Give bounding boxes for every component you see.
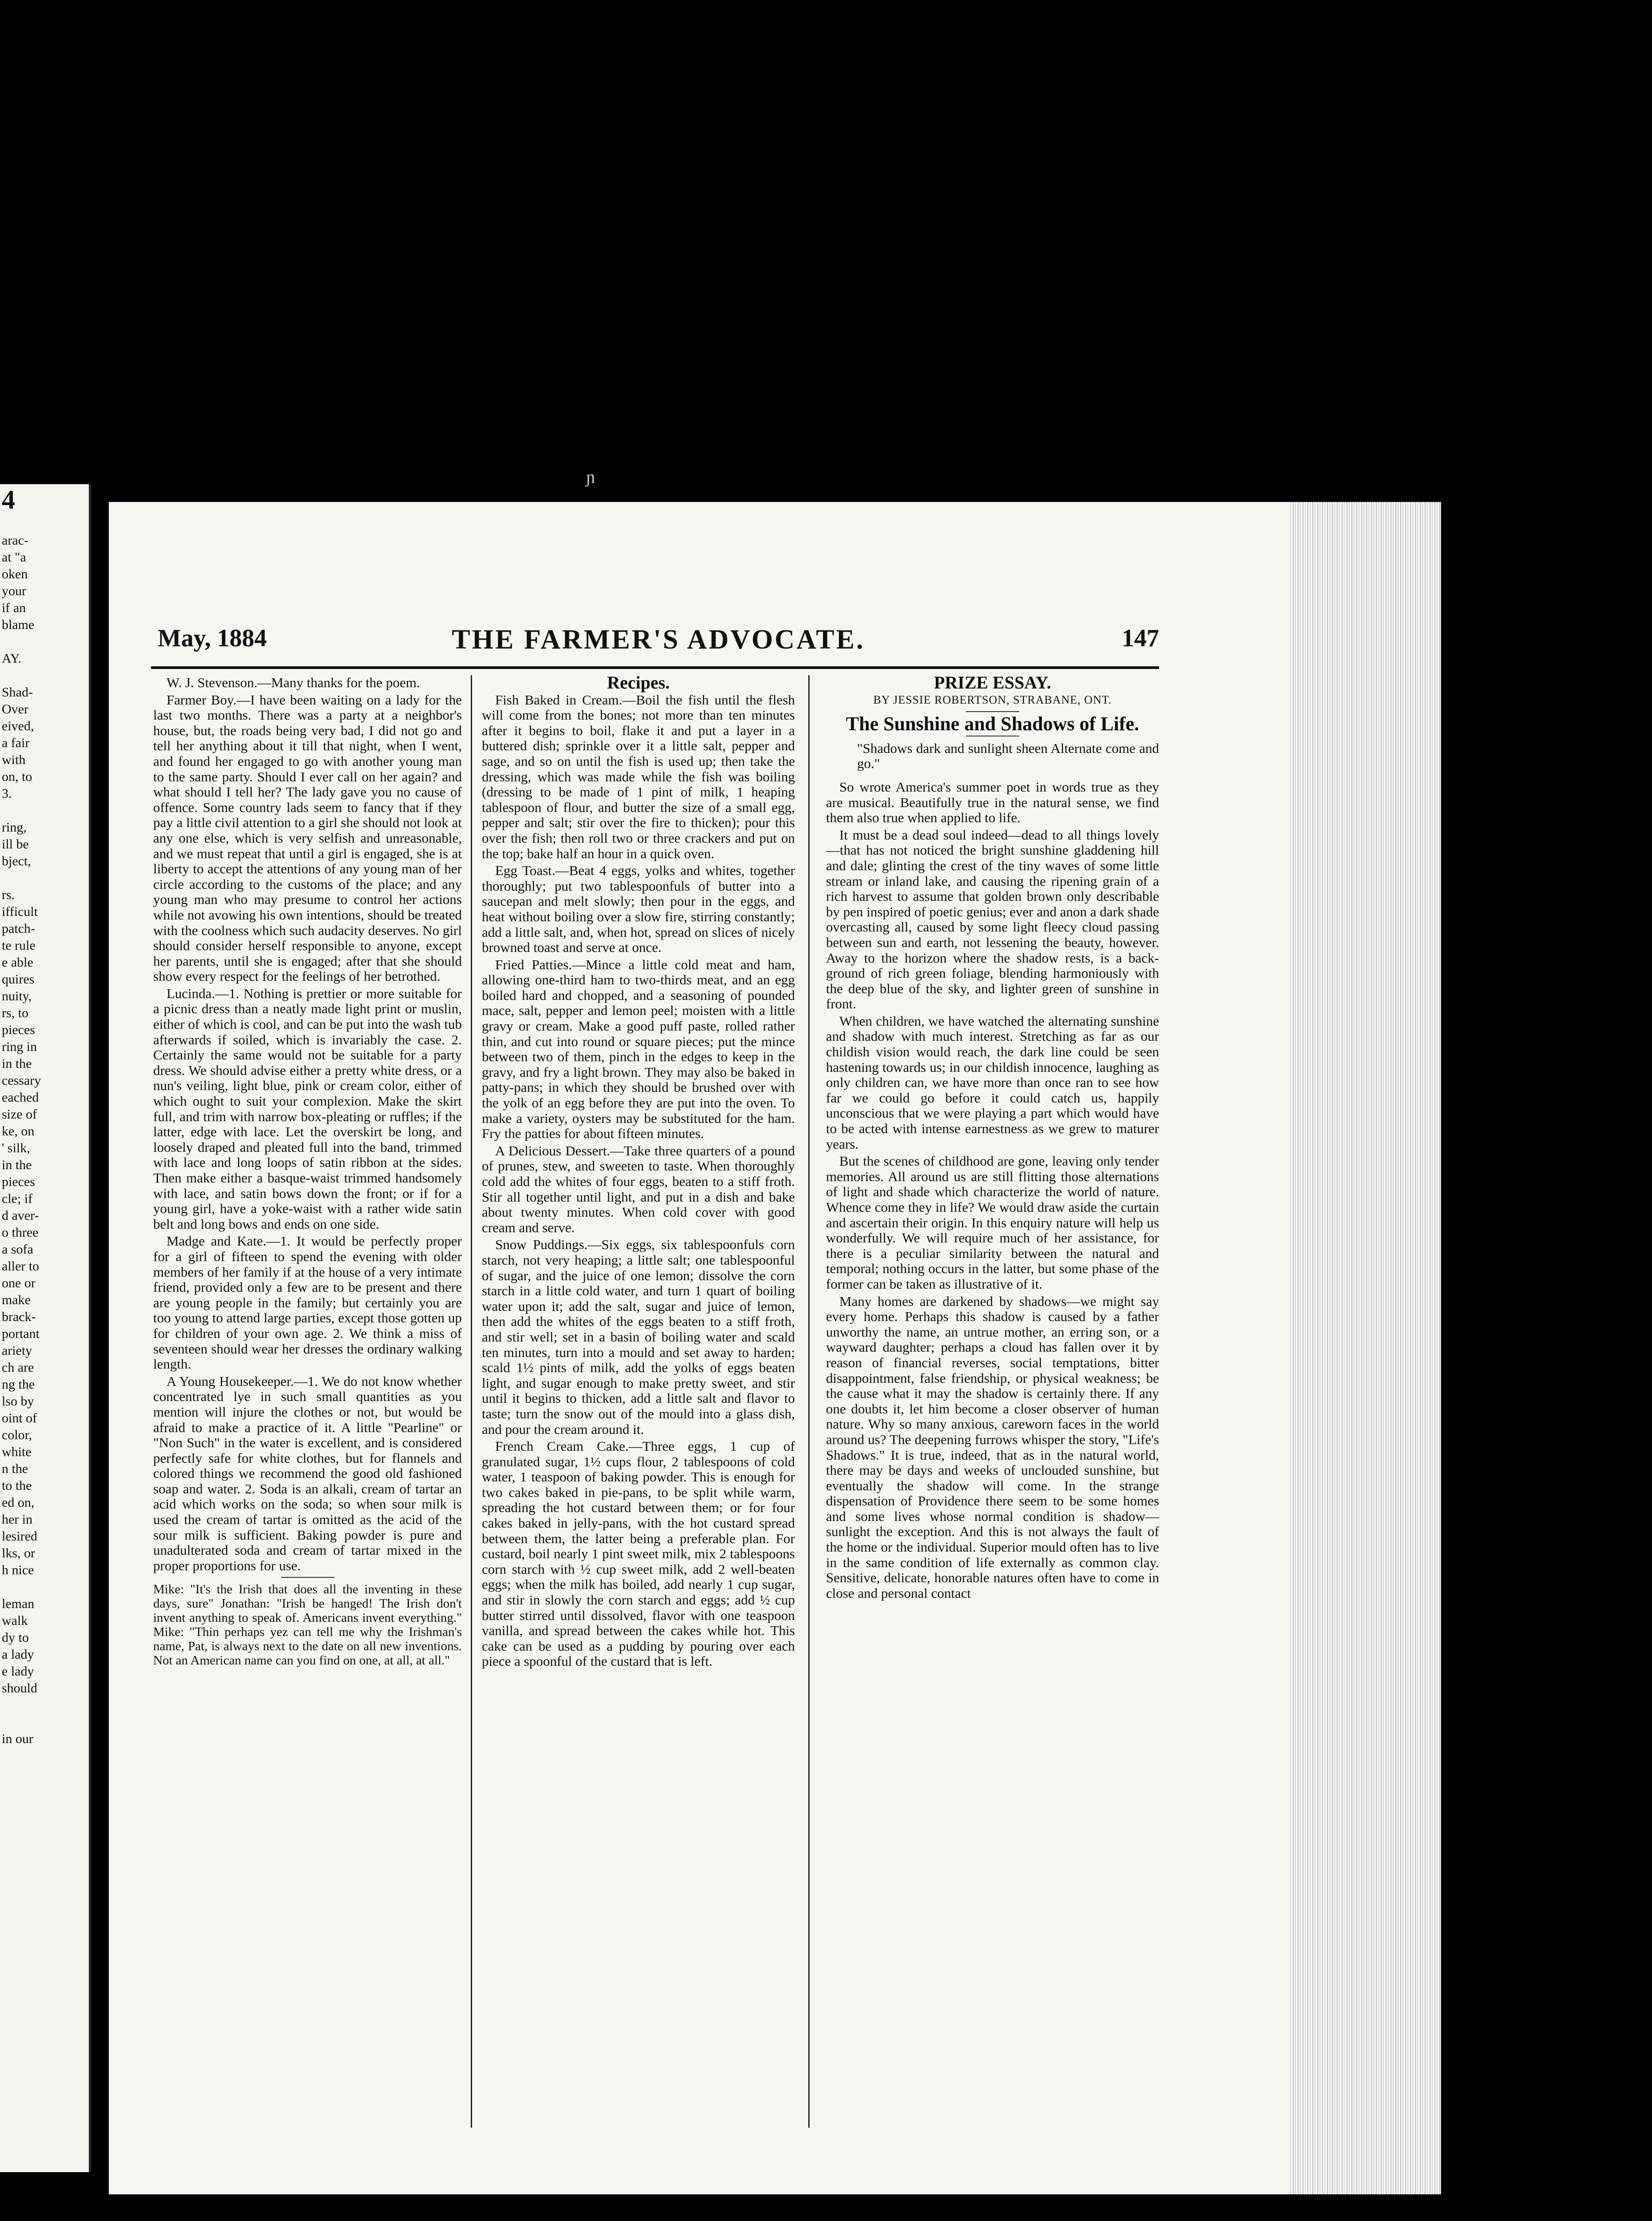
left-page-text-fragment: nuity,: [2, 989, 32, 1003]
left-page-text-fragment: Over: [2, 702, 28, 716]
left-page-text-fragment: a fair: [2, 736, 30, 750]
left-page-text-fragment: ariety: [2, 1343, 32, 1358]
left-page-text-fragment: n the: [2, 1461, 28, 1476]
recipe-snow-puddings: Snow Puddings.—Six eggs, six tablespoonfuls corn starch, not very heaping; a little salt; one tablespoonful of sugar, and the juice of one lemon; dissolve the corn starch in a little cold water, and turn 1 quart of boiling water upon it; add the salt, sugar and juice of lemon, then add the whites of the eggs beaten to a stiff froth, and stir well; set in a basin of boiling water and scald ten minutes, turn into a mould and set away to harden; scald 1½ pints of milk, add the yolks of eggs beaten light, and sugar enough to make pretty sweet, and stir until it begins to thicken, add a little salt and flavor to taste; turn the snow out of the mould into a glass dish, and pour the cream around it.: [482, 1237, 795, 1437]
essay-paragraph: It must be a dead soul indeed—dead to all things lovely—that has not noticed the bright sunshine gladdening hill and dale; glinting the crest of the tiny waves of some little stream or inland lake, and causing the ripening grain of a rich harvest to assume that golden brown only describable by pen inspired of poetic genius; ever and anon a dark shade overcasting all, caused by some light fleecy cloud passing between sun and earth, not lessening the beauty, however. Away to the horizon where the shadow rests, is a back-ground of rich green foliage, blending harmoniously with the deep blue of the sky, and lighter green of sunshine in front.: [826, 827, 1159, 1012]
left-page-text-fragment: ifficult: [2, 904, 38, 919]
issue-date: May, 1884: [158, 625, 267, 652]
left-page-text-fragment: arac-: [2, 533, 28, 548]
left-page-text-fragment: [0, 1579, 89, 1596]
left-page-text-fragment: rs, to: [2, 1006, 28, 1020]
left-page-text-fragment: o three: [2, 1225, 39, 1240]
left-page-text-fragment: d aver-: [2, 1208, 39, 1223]
left-page-text-fragment: brack-: [2, 1310, 36, 1324]
left-page-text-fragment: with: [2, 752, 26, 767]
column-divider: [808, 675, 810, 2128]
left-page-text-fragment: [0, 1714, 89, 1731]
left-page-text-fragment: [0, 667, 89, 684]
essay-paragraph: When children, we have watched the alternating sunshine and shadow with much interest. Stretching as far as our childish vision would reach, the dark line could be seen hastening towards us; in our childish innocence, laughing as only children can, we have more than once ran to see how far we could go before it could catch us, happily unconscious that we were playing a part which would have to be acted with intense earnestness as we grew to maturer years.: [826, 1013, 1159, 1152]
left-page-text-fragment: dy to: [2, 1630, 29, 1645]
left-page-text-fragment: patch-: [2, 921, 35, 936]
left-page-text-fragment: a lady: [2, 1647, 34, 1662]
left-page-text-fragment: her in: [2, 1512, 33, 1527]
left-page-text-fragment: ring,: [2, 820, 27, 835]
essay-title: The Sunshine and Shadows of Life.: [846, 713, 1140, 735]
left-page-text-fragment: ng the: [2, 1377, 35, 1392]
recipe-egg-toast: Egg Toast.—Beat 4 eggs, yolks and whites, together thoroughly; put two tablespoonfuls of butter into a saucepan and melt slowly; then pour in the eggs, and heat without boiling over a slow fire, stirring constantly; add a little salt, and, when hot, spread on slices of nicely browned toast and serve at once.: [482, 863, 795, 955]
column-divider: [471, 675, 472, 2128]
left-page-text-fragment: ed on,: [2, 1495, 35, 1510]
anecdote-block: [153, 1582, 462, 1668]
recipes-column: [482, 675, 795, 1671]
essay-epigraph: "Shadows dark and sunlight sheen Alternate come and go.": [857, 740, 1159, 772]
left-page-text-fragment: ring in: [2, 1039, 37, 1054]
left-page-text-fragment: a sofa: [2, 1242, 33, 1257]
left-page-text-fragment: walk: [2, 1613, 28, 1628]
left-page-text-fragment: should: [2, 1681, 38, 1696]
recipe-fried-patties: Fried Patties.—Mince a little cold meat and ham, allowing one-third ham to two-thirds meat, and an egg boiled hard and chopped, and a seasoning of pounded mace, salt, pepper and lemon peel; moisten with a little gravy or cream. Make a good puff paste, rolled rather thin, and cut into round or square pieces; put the mince between two of them, pinch in the edges to keep in the gravy, and fry a light brown. They may also be baked in patty-pans; in which they should be brushed over with the yolk of an egg before they are put into the oven. To make a variety, oysters may be substituted for the ham. Fry the patties for about fifteen minutes.: [482, 956, 795, 1142]
left-page-text-fragment: pieces: [2, 1174, 35, 1189]
left-page-fragment: [0, 484, 91, 2172]
left-page-text-fragment: in the: [2, 1158, 32, 1172]
left-page-text-fragment: rs.: [2, 888, 15, 902]
left-page-text-fragment: oint of: [2, 1411, 37, 1425]
left-page-text-fragment: blame: [2, 617, 35, 632]
left-page-text-fragment: if an: [2, 601, 26, 615]
left-page-text-fragment: at "a: [2, 550, 26, 565]
left-page-text-fragment: leman: [2, 1596, 35, 1611]
answers-column: [153, 675, 462, 1669]
left-page-text-fragment: e lady: [2, 1664, 34, 1679]
left-page-text-fragment: [0, 633, 89, 650]
essay-paragraph: So wrote America's summer poet in words true as they are musical. Beautifully true in the natural sense, we find them also true when applied to life.: [826, 779, 1159, 826]
recipe-fish-baked: Fish Baked in Cream.—Boil the fish until the flesh will come from the bones; not more than ten minutes after it begins to boil, flake it and put a layer in a buttered dish; sprinkle over it a little salt, pepper and sage, and so on until the fish is used up; then take the dressing, which was made while the fish was boiling (dressing to be made of 1 pint of milk, 1 heaping tablespoon of flour, and butter the size of a small egg, pepper and salt; stir over the fire to thicken); pour this over the fish; then roll two or three crackers and put on the top; bake half an hour in a quick oven.: [482, 692, 795, 861]
left-page-text-fragment: [0, 1697, 89, 1714]
left-page-text-fragment: Shad-: [2, 685, 33, 700]
page-edge-stack: [1290, 502, 1441, 2194]
left-page-text-fragment: bject,: [2, 854, 31, 868]
left-page-text-fragment: lks, or: [2, 1546, 35, 1560]
left-page-text-fragment: size of: [2, 1107, 37, 1122]
essay-byline: BY JESSIE ROBERTSON, STRABANE, ONT.: [873, 693, 1112, 706]
left-page-text-fragment: ch are: [2, 1360, 34, 1375]
left-page-text-fragment: in the: [2, 1056, 32, 1071]
left-page-text-fragment: color,: [2, 1428, 32, 1442]
left-page-text-fragment: AY.: [2, 651, 22, 666]
left-page-text-fragment: white: [2, 1445, 32, 1459]
left-page-text-fragment: cessary: [2, 1073, 41, 1088]
left-page-text-fragment: pieces: [2, 1023, 35, 1037]
left-page-text-fragment: [0, 515, 89, 532]
left-page-text-fragment: quires: [2, 972, 35, 987]
left-page-text-fragment: to the: [2, 1478, 32, 1493]
left-page-text-fragment: ' silk,: [2, 1141, 30, 1155]
left-page-text-fragment: eived,: [2, 719, 34, 733]
anecdote-text: Mike: "It's the Irish that does all the inventing in these days, sure" Jonathan: "Irish be hanged! The Irish don't invent anything to speak of. Americans invent everything." Mike: "Thin perhaps yez can tell me why the Irishman's name, Pat, is always next to the date on all new inventions. Not an American name can you find on one, at all, at all.": [153, 1582, 462, 1668]
left-page-text-fragment: oken: [2, 567, 28, 581]
left-page-text-fragment: [0, 802, 89, 819]
answer-stevenson: W. J. Stevenson.—Many thanks for the poem.: [167, 675, 420, 690]
answer-young-housekeeper: A Young Housekeeper.—1. We do not know whether concentrated lye in such small quantities as you mention will injure the clothes or not, but would be afraid to make a practice of it. A little "Pearline" or "Non Such" in the water is excellent, and is considered perfectly safe for white clothes, but for flannels and colored things we recommend the good old fashioned soap and water. 2. Soda is an alkali, cream of tartar an acid which works on the soda; so when sour milk is used the cream of tartar is omitted as the acid of the sour milk is sufficient. Baking powder is pure and unadulterated soda and cream of tartar mixed in the proper proportions for use.: [153, 1373, 462, 1573]
left-page-text-fragment: make: [2, 1293, 31, 1307]
left-page-text-fragment: 4: [2, 485, 15, 514]
left-page-text-fragment: te rule: [2, 938, 36, 953]
answer-lucinda: Lucinda.—1. Nothing is prettier or more suitable for a picnic dress than a neatly made light print or muslin, either of which is cool, and can be put into the wash tub afterwards if soiled, which is invariably the case. 2. Certainly the same would not be suitable for a party dress. We should advise either a pretty white dress, or a nun's veiling, light blue, pink or cream color, either of which ought to suit your complexion. Make the skirt full, and trim with narrow box-pleating or ruffles; if the latter, edge with lace. Let the overskirt be long, and loosely draped and pleated full into the band, trimmed with lace and long loops of satin ribbon at the sides. Then make either a basque-waist trimmed handsomely with lace, and satin bows down the front; or if for a young girl, have a yoke-waist with a rather wide satin belt and long bows and ends on one side.: [153, 985, 462, 1232]
answer-madge-and-kate: Madge and Kate.—1. It would be perfectly proper for a girl of fifteen to spend the evening with older members of her family if at the house of a very intimate friend, provided only a few are to be present and there are young people in the family; but certainly you are too young to attend large parties, except those gotten up for children of your own age. 2. We think a miss of seventeen should wear her dresses the ordinary walking length.: [153, 1233, 462, 1372]
header-rule: [151, 666, 1159, 669]
essay-paragraph: Many homes are darkened by shadows—we might say every home. Perhaps this shadow is caused by a father unworthy the name, an untrue mother, an erring son, or a wayward daughter; perhaps a cloud has fallen over it by reason of financial reverses, social temptations, bitter disappointment, false friendship, or physical weakness; be the cause what it may the shadow is certainly there. If any one doubts it, let him become a closer observer of human nature. Why so many anxious, careworn faces in the world around us? The deepening furrows whisper the story, "Life's Shadows." It is true, indeed, that as in the natural world, there may be days and weeks of unclouded sunshine, but eventually the shadow will come. In the strange dispensation of Providence there seem to be some homes and some lives whose normal condition is shadow—sunlight the exception. And this is not always the fault of the home or the individual. Superior mould often has to live in the same condition of life externally as common clay. Sensitive, delicate, honorable natures often have to come in close and personal contact: [826, 1293, 1159, 1601]
answer-farmer-boy: Farmer Boy.—I have been waiting on a lady for the last two months. There was a party at a neighbor's house, but, the roads being very bad, I did not go and tell her anything about it till that night, when I went, and found her engaged to go with another young man to the same party. Should I ever call on her again? and what should I tell her? The lady gave you no cause of offence. Some country lads seem to fancy that if they pay a little civil attention to a girl she should not look at any one else, which is very selfish and unreasonable, and we must repeat that until a girl is engaged, she is at liberty to accept the attentions of any young man of her circle according to the customs of the place; and any young man who may presume to control her actions while not avowing his own intentions, should be treated with the coolness which such audacity deserves. No girl should consider herself responsible to anyone, except her parents, until she is engaged; after that she should show every respect for the feelings of her betrothed.: [153, 692, 462, 984]
left-page-text-fragment: ke, on: [2, 1124, 35, 1138]
left-page-text-fragment: on, to: [2, 769, 32, 784]
left-page-text-fragment: ill be: [2, 837, 29, 852]
page-header: [158, 624, 1159, 660]
margin-mark: ɲ: [586, 467, 595, 487]
essay-paragraph: But the scenes of childhood are gone, leaving only tender memories. All around us are still flitting those alternations of light and shade which characterize the world of nature. Whence come they in life? We would draw aside the curtain and ascertain their origin. In this enquiry nature will help us wonderfully. We will require much of her assistance, for there is a peculiar similarity between the natural and temporal; nothing occurs in the latter, but some phase of the former can be taken as illustrative of it.: [826, 1153, 1159, 1292]
left-page-text-fragment: h nice: [2, 1563, 34, 1577]
recipe-french-cream-cake: French Cream Cake.—Three eggs, 1 cup of granulated sugar, 1½ cups flour, 2 tablespoons of cold water, 1 teaspoon of baking powder. This is enough for two cakes baked in pie-pans, to be split while warm, spreading the hot custard between them; or for four cakes baked in jelly-pans, with the hot custard spread between them, the latter being a preferable plan. For custard, boil nearly 1 pint sweet milk, mix 2 tablespoons corn starch with ½ cup sweet milk, add 2 well-beaten eggs; when the milk has boiled, add nearly 1 cup sugar, and stir in slowly the corn starch and eggs; add ½ cup butter stirred until dissolved, flavor with one teaspoon vanilla, and spread between the cakes while hot. This cake can be used as a pudding by pouring over each piece a spoonful of the custard that is left.: [482, 1438, 795, 1669]
recipe-delicious-dessert: A Delicious Dessert.—Take three quarters of a pound of prunes, stew, and sweeten to taste. When thoroughly cold add the whites of four eggs, beaten to a stiff froth. Stir all together until light, and put in a dish and bake about twenty minutes. When cold cover with good cream and serve.: [482, 1142, 795, 1235]
left-page-text-fragment: lesired: [2, 1529, 37, 1544]
recipes-heading: Recipes.: [607, 673, 670, 693]
left-page-text-fragment: eached: [2, 1090, 39, 1105]
left-page-text-fragment: one or: [2, 1276, 36, 1290]
page-number: 147: [1122, 625, 1159, 652]
essay-column: [826, 675, 1159, 1603]
left-page-text-fragment: aller to: [2, 1259, 40, 1274]
section-rule: [966, 711, 1019, 712]
left-page-text-fragment: in our: [2, 1731, 33, 1746]
essay-heading: PRIZE ESSAY.: [934, 673, 1051, 693]
section-rule: [281, 1577, 334, 1578]
left-page-text-fragment: portant: [2, 1326, 40, 1341]
left-page-text-fragment: cle; if: [2, 1191, 33, 1206]
left-page-text-fragment: 3.: [2, 786, 12, 801]
masthead-title: THE FARMER'S ADVOCATE.: [452, 625, 865, 655]
left-page-text-fragment: e able: [2, 955, 33, 970]
left-page-text-fragment: your: [2, 584, 26, 598]
left-page-text-fragment: [0, 870, 89, 887]
left-page-text-fragment: lso by: [2, 1394, 34, 1409]
